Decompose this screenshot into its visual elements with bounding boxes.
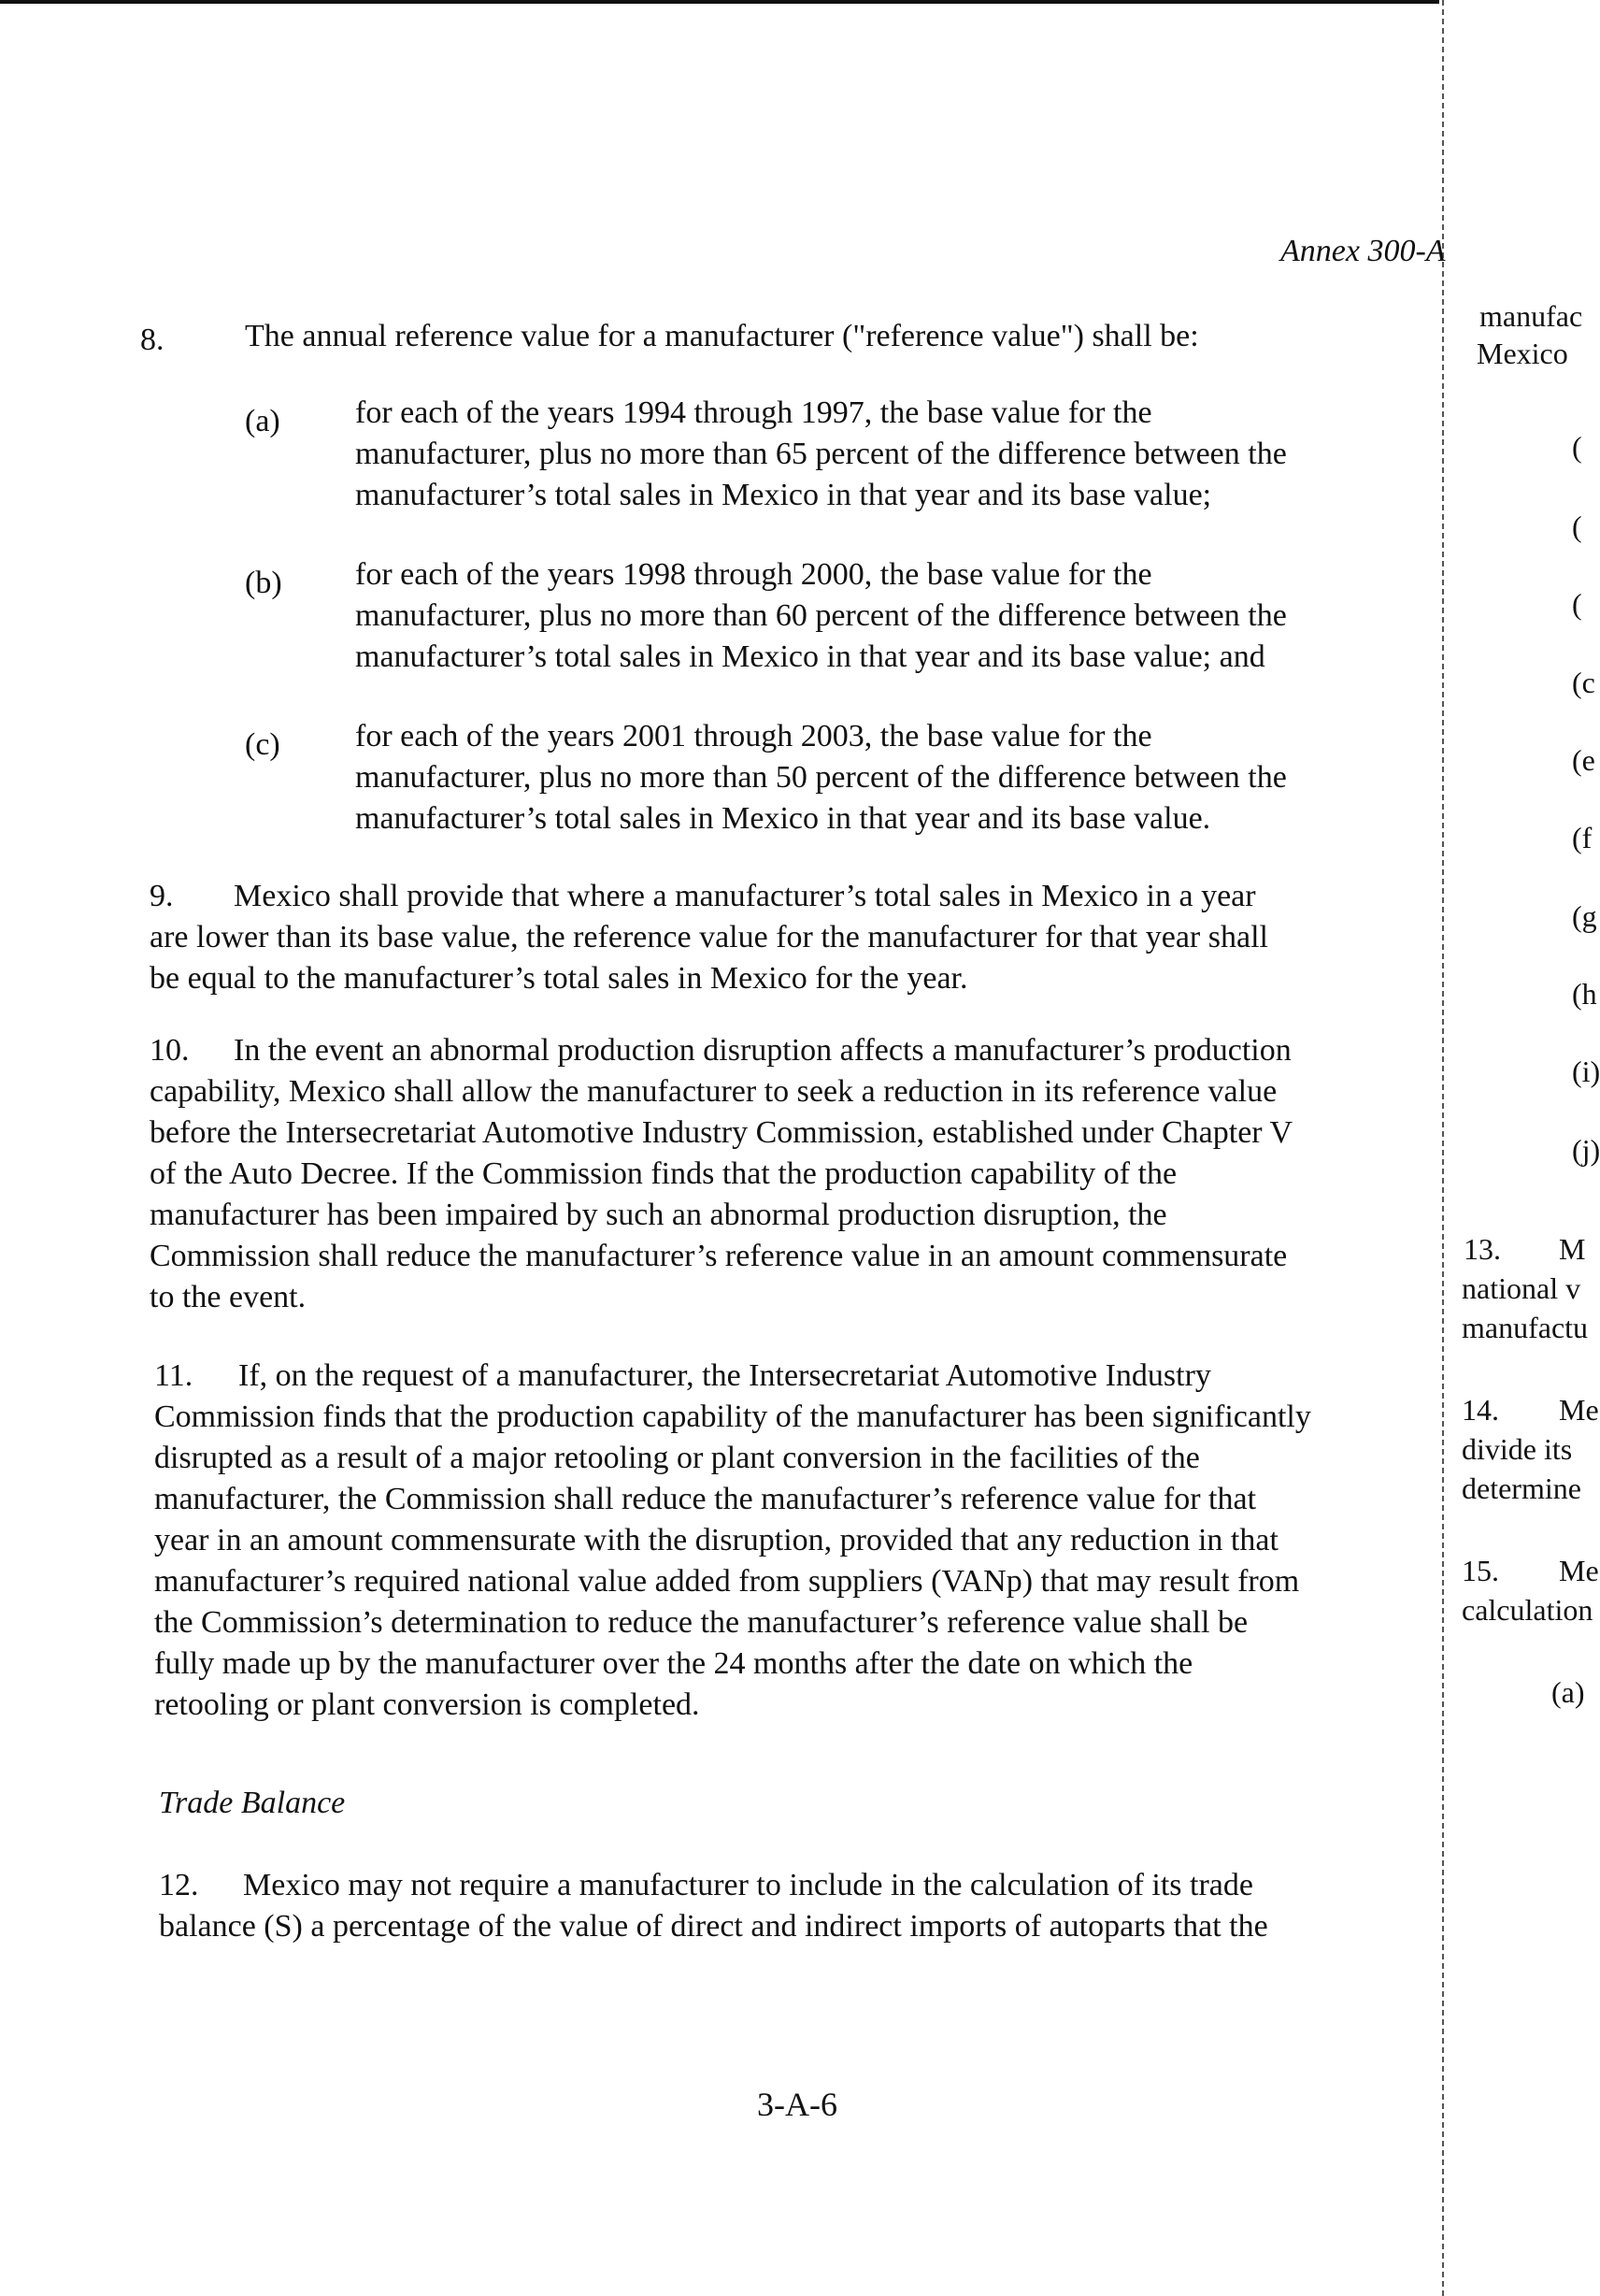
page-number: 3-A-6 (757, 2086, 837, 2123)
text-line: manufacturer’s required national value added from suppliers (VANp) that may result from (154, 1564, 1300, 1599)
text-line: the Commission’s determination to reduce the manufacturer’s reference value shall be (154, 1605, 1249, 1640)
para-11 (154, 1356, 1439, 1726)
fragment-text: (j) (1572, 1133, 1600, 1167)
text-line: retooling or plant conversion is completed. (154, 1687, 700, 1722)
para-8-item-b-label: (b) (245, 566, 282, 600)
text-line: capability, Mexico shall allow the manufacturer to seek a reduction in its reference value (150, 1074, 1278, 1109)
fragment-text: manufactu (1462, 1311, 1589, 1344)
fragment-text: 13. (1464, 1232, 1501, 1266)
fragment-text: ( (1572, 509, 1582, 543)
fragment-text: divide its (1462, 1432, 1573, 1466)
para-8-item-a-text (355, 393, 1411, 516)
text-line: manufacturer, the Commission shall reduce the manufacturer’s reference value for that (154, 1482, 1257, 1516)
adjacent-page-fragment (1449, 0, 1600, 2296)
fragment-text: Me (1559, 1554, 1599, 1587)
fragment-text: manufac (1479, 299, 1583, 333)
section-heading-trade-balance: Trade Balance (159, 1786, 346, 1820)
text-line: are lower than its base value, the reference value for the manufacturer for that year shall (150, 920, 1268, 954)
para-8-item-c-label: (c) (245, 727, 280, 762)
text-line: year in an amount commensurate with the disruption, provided that any reduction in that (154, 1523, 1279, 1557)
text-line: manufacturer, plus no more than 65 percent of the difference between the (355, 437, 1287, 471)
fragment-text: (h (1572, 977, 1597, 1011)
text-line: of the Auto Decree. If the Commission finds that the production capability of the (150, 1156, 1178, 1191)
text-line: manufacturer’s total sales in Mexico in that year and its base value; (355, 478, 1212, 512)
fragment-text: (i) (1572, 1055, 1600, 1088)
fragment-text: (c (1572, 666, 1595, 699)
para-8-text: The annual reference value for a manufacturer ("reference value") shall be: (245, 319, 1199, 353)
text-line: for each of the years 1994 through 1997, the base value for the (355, 395, 1152, 430)
page-gutter-divider (1442, 0, 1444, 2296)
para-9-number: 9. (150, 879, 174, 913)
text-line: to the event. (150, 1280, 307, 1314)
annex-header: Annex 300-A (1280, 234, 1446, 268)
fragment-text: (g (1572, 899, 1597, 933)
text-line (150, 876, 1439, 917)
text-line: Mexico shall provide that where a manufacturer’s total sales in Mexico in a year (234, 879, 1256, 913)
fragment-text: (f (1572, 821, 1593, 854)
text-line: disrupted as a result of a major retooling or plant conversion in the facilities of the (154, 1441, 1200, 1475)
fragment-text: Me (1559, 1393, 1599, 1427)
text-line: balance (S) a percentage of the value of direct and indirect imports of autoparts that the (159, 1909, 1268, 1944)
text-line: manufacturer, plus no more than 50 percent of the difference between the (355, 760, 1287, 795)
text-line: manufacturer, plus no more than 60 percent of the difference between the (355, 598, 1287, 633)
fragment-text: 15. (1462, 1554, 1499, 1587)
fragment-text: determine (1462, 1471, 1581, 1505)
para-10-number: 10. (150, 1033, 190, 1068)
para-12 (159, 1865, 1439, 1947)
text-line: Commission shall reduce the manufacturer’s reference value in an amount commensurate (150, 1239, 1288, 1273)
para-8-number: 8. (140, 323, 164, 357)
para-9 (150, 876, 1439, 999)
text-line: In the event an abnormal production disruption affects a manufacturer’s production (234, 1033, 1292, 1068)
text-line: If, on the request of a manufacturer, the Intersecretariat Automotive Industry (238, 1358, 1211, 1393)
fragment-text: calculation (1462, 1593, 1593, 1627)
text-line: for each of the years 2001 through 2003, the base value for the (355, 719, 1152, 753)
fragment-text: Mexico (1477, 337, 1568, 370)
top-rule (0, 0, 1439, 4)
text-line: fully made up by the manufacturer over the 24 months after the date on which the (154, 1646, 1193, 1681)
para-12-number: 12. (159, 1868, 199, 1902)
text-line (150, 1030, 1439, 1071)
fragment-text: national v (1462, 1271, 1581, 1305)
para-8-item-b-text (355, 554, 1411, 678)
fragment-text: (e (1572, 743, 1595, 777)
para-8-item-a-label: (a) (245, 404, 280, 438)
fragment-text: 14. (1462, 1393, 1499, 1427)
text-line: manufacturer’s total sales in Mexico in that year and its base value; and (355, 639, 1265, 674)
text-line: Mexico may not require a manufacturer to include in the calculation of its trade (243, 1868, 1253, 1902)
text-line: manufacturer’s total sales in Mexico in that year and its base value. (355, 801, 1211, 836)
text-line (159, 1865, 1439, 1906)
text-line: manufacturer has been impaired by such an abnormal production disruption, the (150, 1198, 1167, 1232)
text-line: before the Intersecretariat Automotive Industry Commission, established under Chapter V (150, 1115, 1293, 1150)
para-8-item-c-text (355, 716, 1411, 839)
text-line: for each of the years 1998 through 2000, the base value for the (355, 557, 1152, 592)
text-line: Commission finds that the production capability of the manufacturer has been significantly (154, 1399, 1311, 1434)
fragment-text: ( (1572, 430, 1582, 464)
para-11-number: 11. (154, 1358, 193, 1393)
fragment-text: (a) (1551, 1675, 1585, 1709)
fragment-text: ( (1572, 587, 1582, 621)
text-line: be equal to the manufacturer’s total sales in Mexico for the year. (150, 961, 968, 996)
para-10 (150, 1030, 1439, 1318)
text-line (154, 1356, 1439, 1397)
fragment-text: M (1559, 1232, 1586, 1266)
